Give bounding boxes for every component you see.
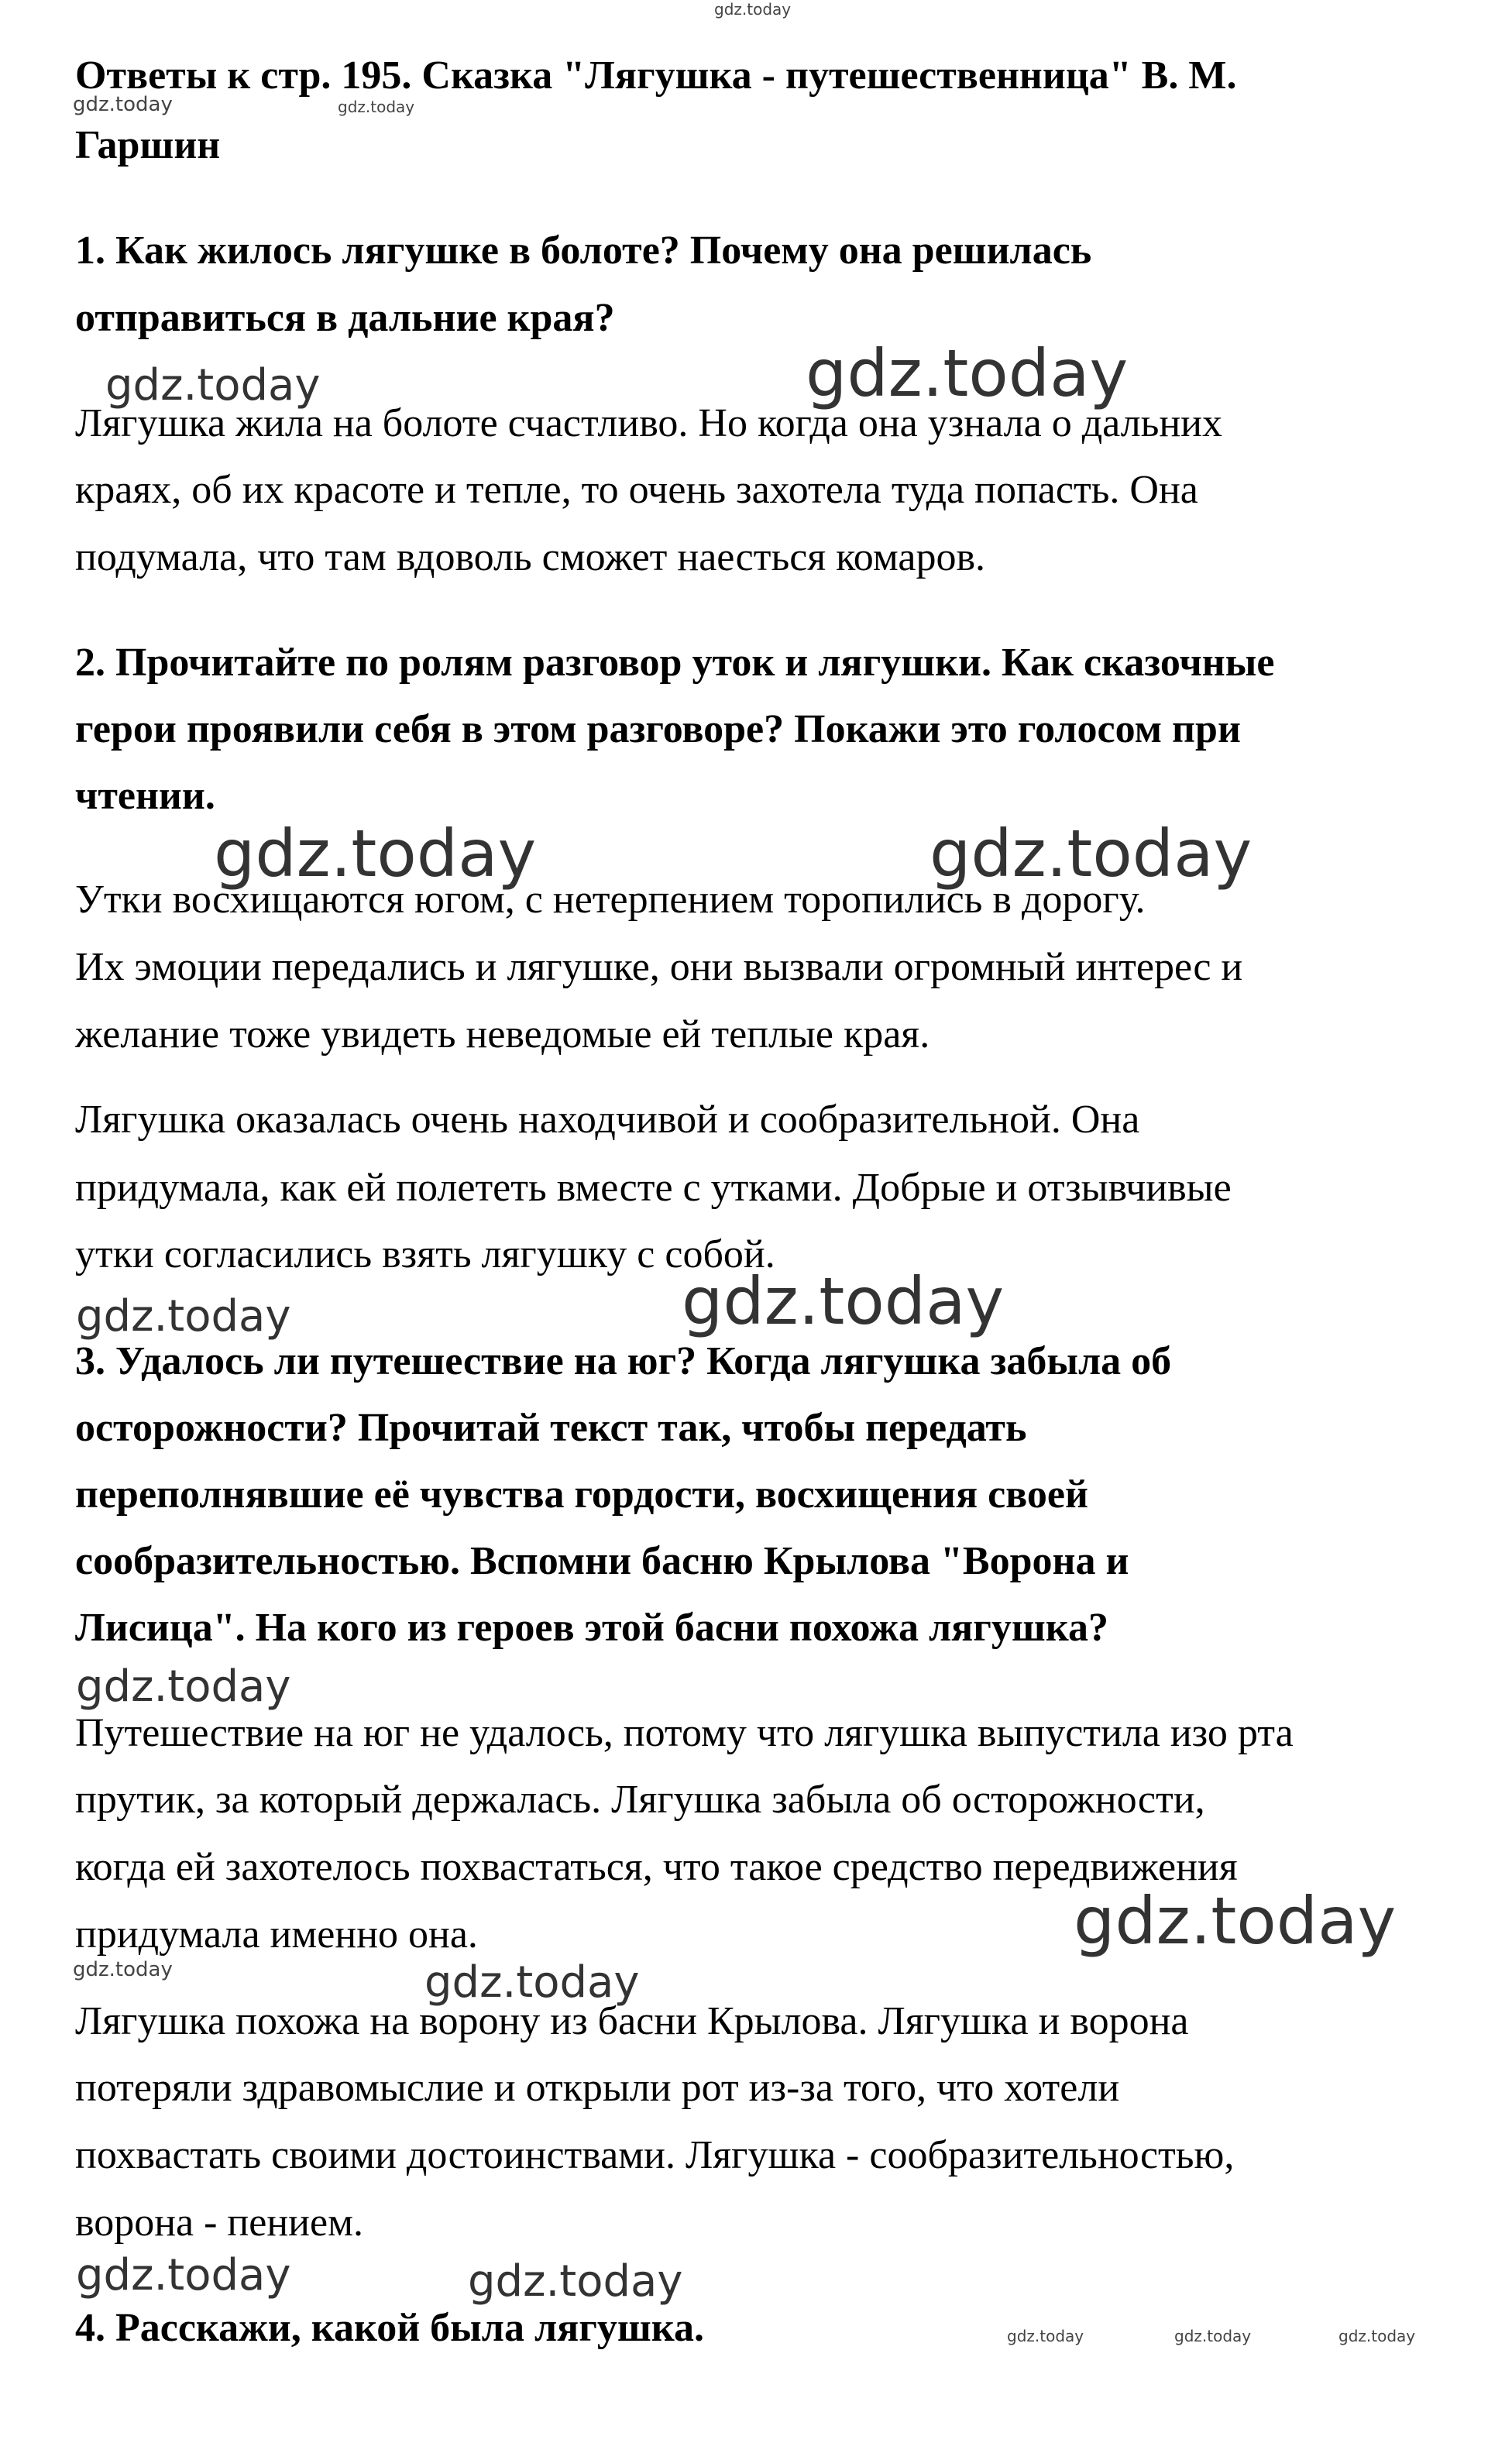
watermark: gdz.today xyxy=(1074,1883,1397,1959)
answer-3a-line-1: Путешествие на юг не удалось, потому что лягушка выпустила изо рта xyxy=(75,1711,1294,1755)
watermark: gdz.today xyxy=(1007,2327,1084,2345)
question-3-line-1: 3. Удалось ли путешествие на юг? Когда лягушка забыла об xyxy=(75,1339,1172,1383)
watermark: gdz.today xyxy=(338,98,415,116)
question-2-line-3: чтении. xyxy=(75,774,215,818)
watermark: gdz.today xyxy=(714,0,792,19)
answer-3b-line-3: похвастать своими достоинствами. Лягушка - сообразительностью, xyxy=(75,2133,1235,2177)
answer-2a-line-2: Их эмоции передались и лягушке, они вызвали огромный интерес и xyxy=(75,945,1243,989)
watermark: gdz.today xyxy=(1338,2327,1416,2345)
answer-1-line-3: подумала, что там вдоволь сможет наесться комаров. xyxy=(75,535,986,579)
page-title-line-2: Гаршин xyxy=(75,123,221,167)
watermark: gdz.today xyxy=(424,1957,640,2008)
watermark: gdz.today xyxy=(930,816,1253,892)
answer-3b-line-2: потеряли здравомыслие и открыли рот из-за того, что хотели xyxy=(75,2066,1120,2110)
answer-2b-line-2: придумала, как ей полететь вместе с утками. Добрые и отзывчивые xyxy=(75,1166,1232,1210)
question-2-line-1: 2. Прочитайте по ролям разговор уток и лягушки. Как сказочные xyxy=(75,641,1275,685)
question-2-line-2: герои проявили себя в этом разговоре? Покажи это голосом при xyxy=(75,707,1241,751)
question-4-line-1: 4. Расскажи, какой была лягушка. xyxy=(75,2306,704,2350)
watermark: gdz.today xyxy=(682,1263,1005,1339)
answer-3a-line-4: придумала именно она. xyxy=(75,1912,478,1957)
question-3-line-2: осторожности? Прочитай текст так, чтобы передать xyxy=(75,1406,1027,1450)
answer-2a-line-3: желание тоже увидеть неведомые ей теплые края. xyxy=(75,1012,930,1056)
answer-2b-line-1: Лягушка оказалась очень находчивой и сообразительной. Она xyxy=(75,1098,1140,1142)
page-title-line-1: Ответы к стр. 195. Сказка "Лягушка - путешественница" В. М. xyxy=(75,53,1237,98)
watermark: gdz.today xyxy=(214,816,537,892)
answer-3a-line-2: прутик, за который держалась. Лягушка забыла об осторожности, xyxy=(75,1778,1205,1822)
watermark: gdz.today xyxy=(73,1958,173,1981)
watermark: gdz.today xyxy=(76,2250,291,2300)
watermark: gdz.today xyxy=(468,2256,683,2307)
question-3-line-5: Лисица". На кого из героев этой басни похожа лягушка? xyxy=(75,1606,1108,1650)
watermark: gdz.today xyxy=(76,1661,291,1712)
answer-3a-line-3: когда ей захотелось похвастаться, что такое средство передвижения xyxy=(75,1845,1238,1889)
answer-1-line-2: краях, об их красоте и тепле, то очень захотела туда попасть. Она xyxy=(75,468,1198,512)
watermark: gdz.today xyxy=(76,1291,291,1342)
answer-1-line-1: Лягушка жила на болоте счастливо. Но когда она узнала о дальних xyxy=(75,401,1223,445)
question-1-line-1: 1. Как жилось лягушке в болоте? Почему она решилась xyxy=(75,228,1092,273)
watermark: gdz.today xyxy=(1174,2327,1252,2345)
question-3-line-4: сообразительностью. Вспомни басню Крылова "Ворона и xyxy=(75,1539,1129,1583)
answer-2a-line-1: Утки восхищаются югом, с нетерпением торопились в дорогу. xyxy=(75,878,1146,922)
answer-3b-line-1: Лягушка похожа на ворону из басни Крылова. Лягушка и ворона xyxy=(75,1999,1189,2043)
question-3-line-3: переполнявшие её чувства гордости, восхищения своей xyxy=(75,1472,1088,1517)
watermark: gdz.today xyxy=(105,360,321,411)
question-1-line-2: отправиться в дальние края? xyxy=(75,296,615,340)
answer-3b-line-4: ворона - пением. xyxy=(75,2201,363,2245)
watermark: gdz.today xyxy=(806,335,1129,411)
watermark: gdz.today xyxy=(73,93,173,116)
answer-2b-line-3: утки согласились взять лягушку с собой. xyxy=(75,1232,775,1276)
